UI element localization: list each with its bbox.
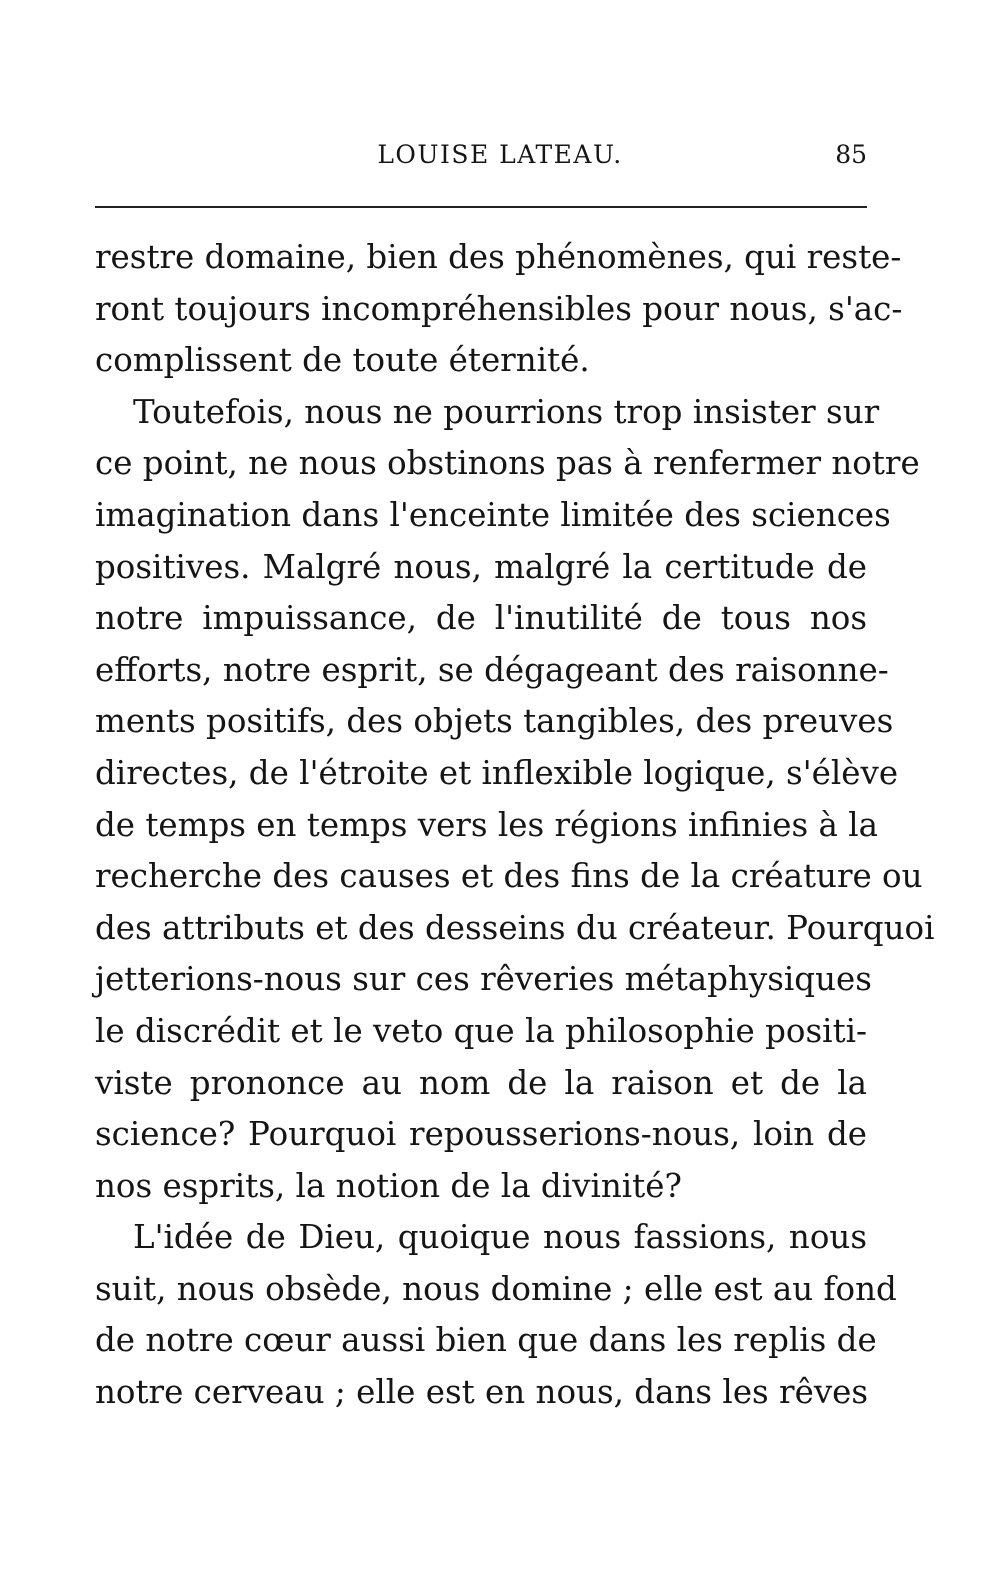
- text-line: viste prononce au nom de la raison et de la: [95, 1063, 867, 1102]
- text-line: Toutefois, nous ne pourrions trop insister sur: [133, 392, 880, 431]
- text-line: notre cerveau ; elle est en nous, dans les rêves: [95, 1373, 869, 1412]
- running-title: LOUISE LATEAU.: [377, 140, 623, 169]
- text-line: recherche des causes et des fins de la créature ou: [95, 857, 923, 896]
- text-line: directes, de l'étroite et inflexible logique, s'élève: [95, 753, 899, 792]
- text-line: efforts, notre esprit, se dégageant des raisonne-: [95, 650, 889, 689]
- text-line: suit, nous obsède, nous domine ; elle est au fond: [95, 1269, 897, 1308]
- text-line: L'idée de Dieu, quoique nous fassions, nous: [133, 1218, 867, 1257]
- text-line: restre domaine, bien des phénomènes, qui reste-: [95, 238, 902, 276]
- text-line: notre impuissance, de l'inutilité de tous nos: [95, 599, 867, 638]
- header-rule: [95, 206, 867, 208]
- text-line: positives. Malgré nous, malgré la certitude de: [95, 547, 867, 586]
- text-line: de notre cœur aussi bien que dans les replis de: [95, 1321, 877, 1360]
- text-line: le discrédit et le veto que la philosophie positi-: [95, 1011, 867, 1050]
- text-line: nos esprits, la notion de la divinité?: [95, 1166, 682, 1205]
- text-line: ce point, ne nous obstinons pas à renfermer notre: [95, 444, 920, 483]
- text-line: ments positifs, des objets tangibles, des preuves: [95, 702, 894, 741]
- text-line: complissent de toute éternité.: [95, 341, 590, 380]
- text-line: des attributs et des desseins du créateur. Pourquoi: [95, 908, 935, 947]
- text-line: jetterions-nous sur ces rêveries métaphysiques: [95, 960, 872, 999]
- text-line: de temps en temps vers les régions infinies à la: [95, 805, 879, 844]
- body-text: [95, 232, 935, 1419]
- page-number: 85: [835, 140, 867, 169]
- text-line: science? Pourquoi repousserions-nous, loin de: [95, 1115, 867, 1154]
- text-line: imagination dans l'enceinte limitée des sciences: [95, 495, 891, 534]
- text-line: ront toujours incompréhensibles pour nous, s'ac-: [95, 289, 903, 328]
